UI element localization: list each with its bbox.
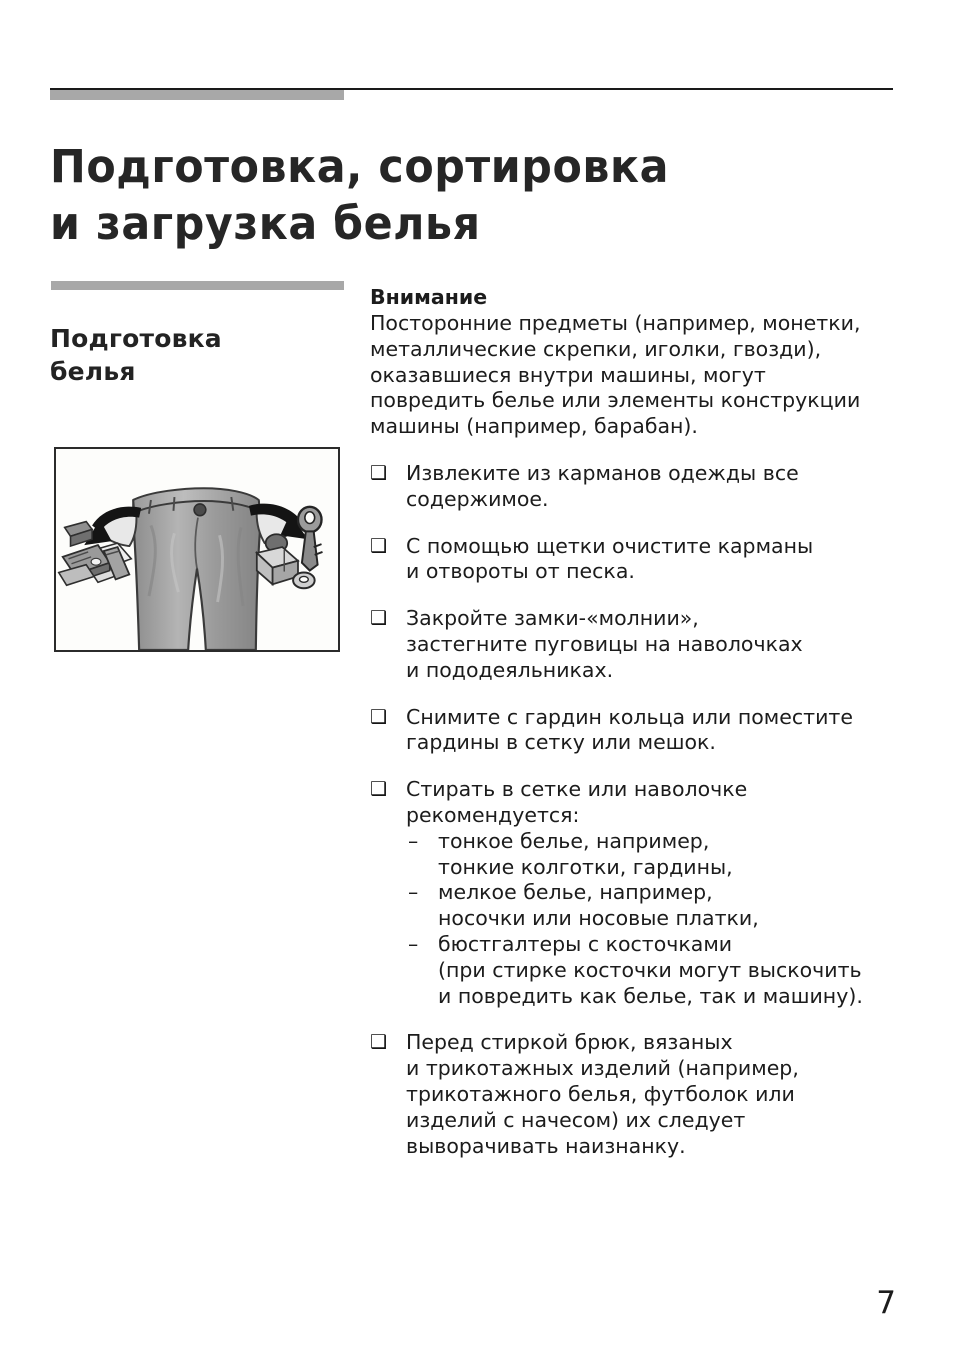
list-item-line: выворачивать наизнанку. [406,1133,686,1158]
sub-list-item [406,880,898,932]
square-bullet-icon: ❑ [370,534,388,557]
sub-list-item-line: (при стирке косточки могут выскочить [438,957,862,982]
sub-list-item [406,932,898,1009]
note-line: машины (например, барабан). [370,414,698,439]
list-item-line: Извлеките из карманов одежды все [406,460,799,485]
square-bullet-icon: ❑ [370,461,388,484]
list-item-line: застегните пуговицы на наволочках [406,631,803,656]
list-item-line: Перед стиркой брюк, вязаных [406,1030,733,1055]
list-item-line: и пододеяльниках. [406,657,614,682]
illustration-trousers-pockets [54,447,340,652]
square-bullet-icon: ❑ [370,1031,388,1054]
dash-bullet-icon: – [408,880,419,905]
list-item-line: содержимое. [406,486,549,511]
page-title-line: и загрузка белья [50,197,481,251]
page-title [50,138,867,252]
list-item-line: С помощью щетки очистите карманы [406,533,814,558]
note-line: повредить белье или элементы конструкции [370,388,861,413]
illustration-svg [56,449,338,650]
page-number: 7 [876,1285,896,1321]
list-item-line: изделий с начесом) их следует [406,1107,746,1132]
sub-list-item-line: и повредить как белье, так и машину). [438,983,863,1008]
page-title-line: Подготовка, сортировка [50,140,670,194]
section-heading [50,322,350,388]
list-item-line: и отвороты от песка. [406,559,635,584]
list-item-line: гардины в сетку или мешок. [406,730,716,755]
note-line: оказавшиеся внутри машины, могут [370,362,766,387]
attention-note-body [370,311,898,440]
list-item [370,461,898,513]
dash-bullet-icon: – [408,828,419,853]
list-item-line: и трикотажных изделий (например, [406,1056,799,1081]
list-item-line: рекомендуется: [406,802,580,827]
list-item-line: Закройте замки-«молнии», [406,606,699,631]
sub-instruction-list [406,829,898,1010]
list-item-line: трикотажного белья, футболок или [406,1081,795,1106]
square-bullet-icon: ❑ [370,607,388,630]
list-item [370,1030,898,1159]
instruction-list [370,461,898,1159]
square-bullet-icon: ❑ [370,778,388,801]
attention-note-title: Внимание [370,285,488,309]
list-item [370,606,898,683]
square-bullet-icon: ❑ [370,705,388,728]
note-line: Посторонние предметы (например, монетки, [370,311,861,335]
list-item-line: Стирать в сетке или наволочке [406,777,748,802]
header-accent-bar [50,90,344,100]
list-item-line: Снимите с гардин кольца или поместите [406,704,853,729]
ring-icon [293,573,315,589]
dash-bullet-icon: – [408,931,419,956]
sub-list-item-line: носочки или носовые платки, [438,906,759,931]
list-item [370,534,898,586]
section-heading-line: Подготовка [50,323,222,353]
note-line: металлические скрепки, иголки, гвозди), [370,336,822,361]
attention-note [370,284,898,440]
list-item [370,777,898,1009]
sub-list-item-line: тонкие колготки, гардины, [438,854,733,879]
sidebar-accent-bar [51,281,344,290]
section-heading-line: белья [50,356,136,386]
list-item [370,705,898,757]
sub-list-item-line: бюстгалтеры с косточками [438,931,733,956]
main-content-column [370,284,898,1159]
sub-list-item-line: мелкое белье, например, [438,880,713,905]
sub-list-item [406,829,898,881]
sub-list-item-line: тонкое белье, например, [438,828,710,853]
